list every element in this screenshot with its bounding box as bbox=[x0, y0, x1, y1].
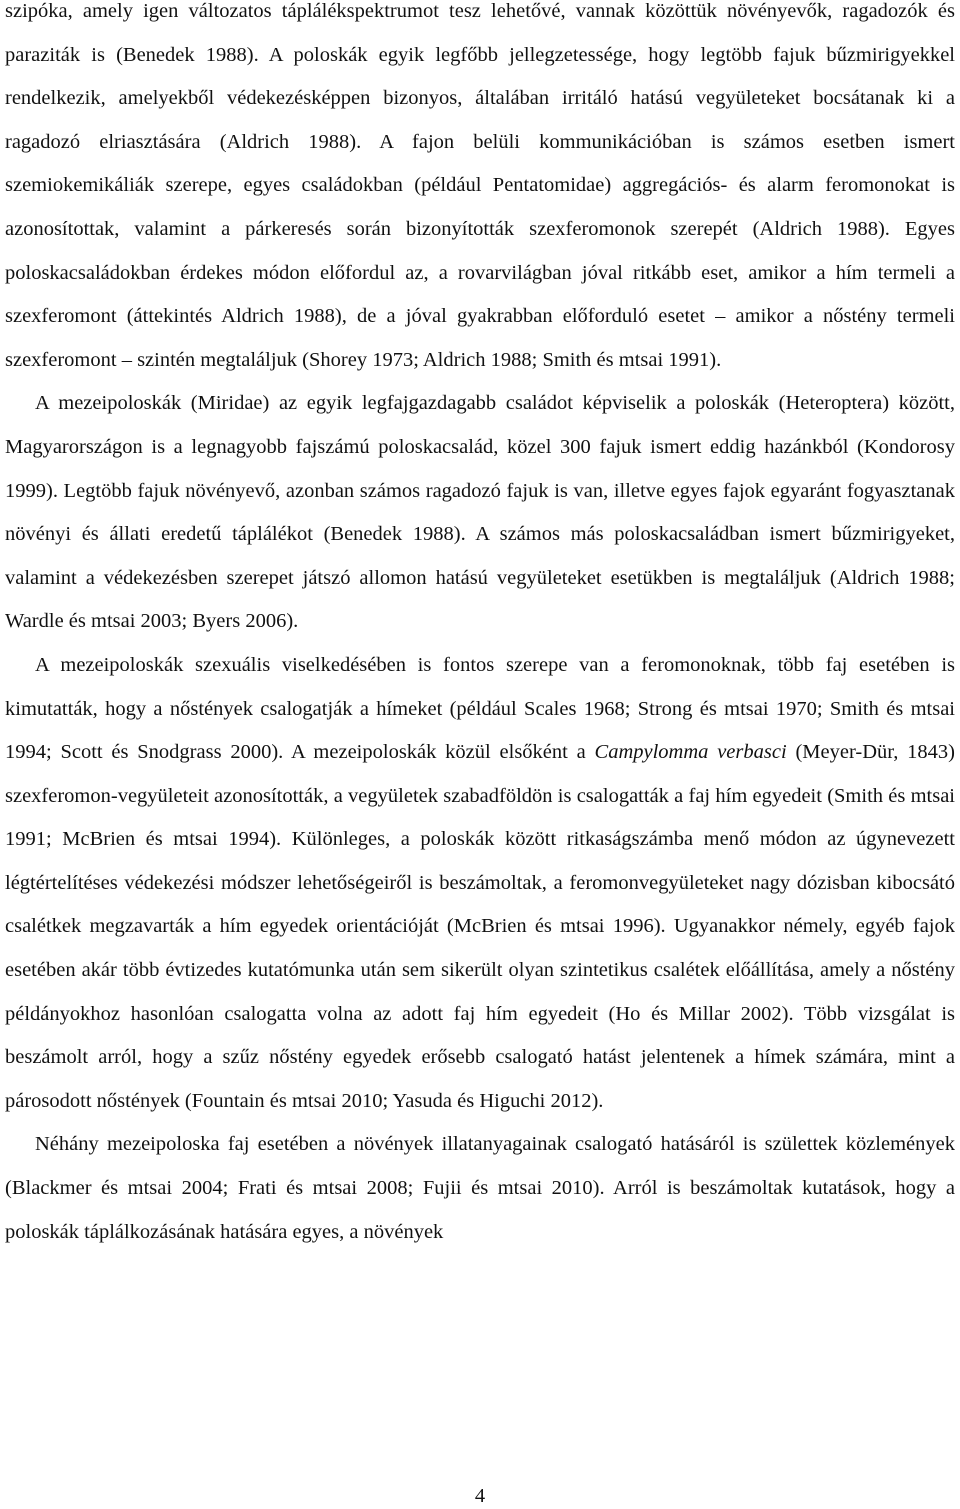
page-number: 4 bbox=[474, 1485, 486, 1507]
paragraph-3-text-end: (Meyer-Dür, 1843) szexferomon-vegyületeit azonosították, a vegyületek szabadföldön is csalogatták a faj hím egyedeit (Smith és mtsai 1991; McBrien és mtsai 1994). Különleges, a poloskák között ritkaságszámba menő módon az úgynevezett légtértelítéses védekezési módszer lehetőségeiről is beszámoltak, a feromonvegyületeket nagy dózisban kibocsátó csalétkek megzavarták a hím egyedek orientációját (McBrien és mtsai 1996). Ugyanakkor némely, egyéb fajok esetében akár több évtizedes kutatómunka után sem sikerült olyan szintetikus csalétek előállítása, amely a nőstény példányokhoz hasonlóan csalogatta volna az adott faj hím egyedeit (Ho és Millar 2002). Több vizsgálat is beszámolt arról, hogy a szűz nőstény egyedek erősebb csalogató hatást jelentenek a hímek számára, mint a párosodott nőstények (Fountain és mtsai 2010; Yasuda és Higuchi 2012). bbox=[5, 741, 955, 1112]
paragraph-3-text-start: A mezeipoloskák szexuális viselkedésében is fontos szerepe van a feromonoknak, több faj esetében is kimutatták, hogy a nőstények csalogatják a hímeket (például Scales 1968; Strong és mtsai 1970; Smith és mtsai 1994; Scott és Snodgrass 2000). A mezeipoloskák közül elsőként a bbox=[5, 653, 955, 764]
paragraph-2 bbox=[5, 382, 955, 644]
paragraph-3 bbox=[5, 644, 955, 1124]
document-page bbox=[5, 0, 955, 1254]
species-name-italic: Campylomma verbasci bbox=[594, 741, 787, 764]
paragraph-1 bbox=[5, 0, 955, 382]
paragraph-2-text: A mezeipoloskák (Miridae) az egyik legfajgazdagabb családot képviselik a poloskák (Heteroptera) között, Magyarországon is a legnagyobb fajszámú poloskacsalád, közel 300 fajuk ismert eddig hazánkból (Kondorosy 1999). Legtöbb fajuk növényevő, azonban számos ragadozó fajuk is van, illetve egyes fajok egyaránt fogyasztanak növényi és állati eredetű táplálékot (Benedek 1988). A számos más poloskacsaládban ismert bűzmirigyeket, valamint a védekezésben szerepet játszó allomon hatású vegyületeket esetükben is megtaláljuk (Aldrich 1988; Wardle és mtsai 2003; Byers 2006). bbox=[5, 392, 955, 633]
paragraph-1-text: szipóka, amely igen változatos táplálékspektrumot tesz lehetővé, vannak közöttük növényevők, ragadozók és paraziták is (Benedek 1988). A poloskák egyik legfőbb jellegzetessége, hogy legtöbb fajuk bűzmirigyekkel rendelkezik, amelyekből védekezésképpen bizonyos, általában irritáló hatású vegyületeket bocsátanak ki a ragadozó elriasztására (Aldrich 1988). A fajon belüli kommunikációban is számos esetben ismert szemiokemikáliák szerepe, egyes családokban (például Pentatomidae) aggregációs- és alarm feromonokat is azonosítottak, valamint a párkeresés során bizonyították szexferomonok szerepét (Aldrich 1988). Egyes poloskacsaládokban érdekes módon előfordul az, a rovarvilágban jóval ritkább eset, amikor a hím termeli a szexferomont (áttekintés Aldrich 1988), de a jóval gyakrabban előforduló esetet – amikor a nőstény termeli szexferomont – szintén megtaláljuk (Shorey 1973; Aldrich 1988; Smith és mtsai 1991). bbox=[5, 0, 955, 371]
paragraph-4 bbox=[5, 1123, 955, 1254]
paragraph-4-text: Néhány mezeipoloska faj esetében a növények illatanyagainak csalogató hatásáról is születtek közlemények (Blackmer és mtsai 2004; Frati és mtsai 2008; Fujii és mtsai 2010). Arról is beszámoltak kutatások, hogy a poloskák táplálkozásának hatására egyes, a növények bbox=[5, 1133, 955, 1243]
